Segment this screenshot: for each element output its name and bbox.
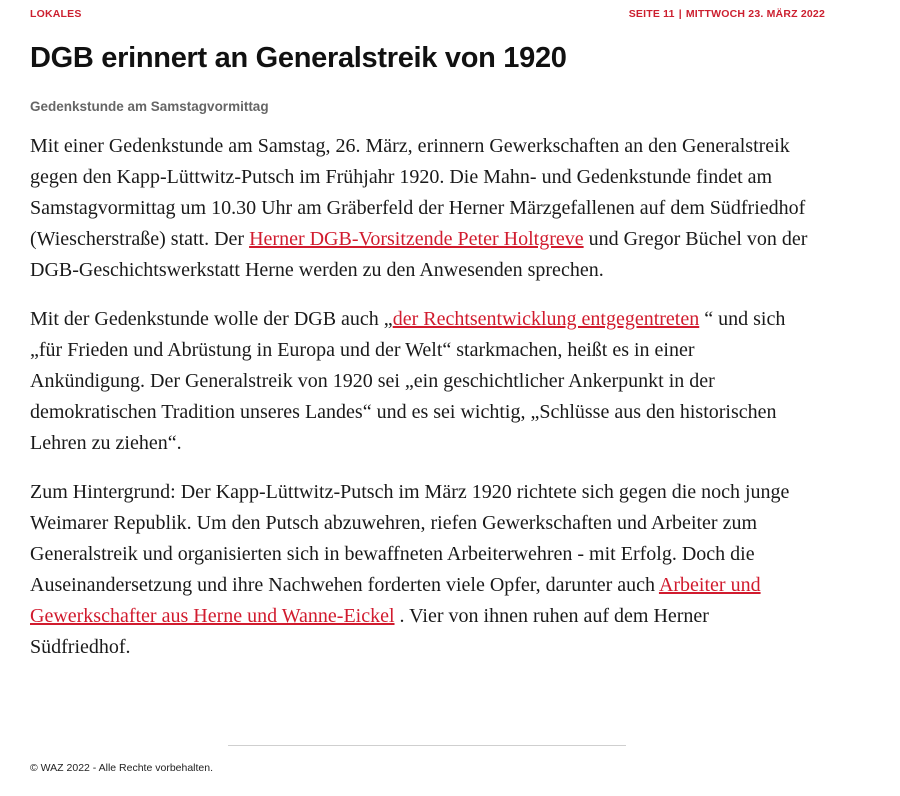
page-info (629, 8, 825, 20)
paragraph-text: “ und sich „für Frieden und Abrüstung in Europa und der Welt“ starkmachen, heißt es in einer Ankündigung. Der Generalstreik von 1920 sei „ein geschichtlicher Ankerpunkt in der demokratischen Tradition unseres Landes“ und es sei wichtig, „Schlüsse aus den historischen Lehren zu ziehen“. (30, 308, 786, 454)
paragraph-text: . Vier von ihnen ruhen auf dem Herner Südfriedhof. (30, 605, 709, 658)
paragraph-text: Mit der Gedenkstunde wolle der DGB auch „ (30, 308, 393, 330)
paragraph-text: Zum Hintergrund: Der Kapp-Lüttwitz-Putsch im März 1920 richtete sich gegen die noch junge Weimarer Republik. Um den Putsch abzuwehren, riefen Gewerkschaften und Arbeiter zum Generalstreik und organisierten sich in bewaffneten Arbeiterwehren - mit Erfolg. Doch die Auseinandersetzung und ihre Nachwehen forderten viele Opfer, darunter auch (30, 481, 790, 596)
section-label[interactable]: LOKALES (30, 8, 82, 20)
paragraph-text: Mit einer Gedenkstunde am Samstag, 26. März, erinnern Gewerkschaften an den Generalstreik gegen den Kapp-Lüttwitz-Putsch im Frühjahr 1920. Die Mahn- und Gedenkstunde findet am Samstagvormittag um 10.30 Uhr am Gräberfeld der Herner Märzgefallenen auf dem Südfriedhof (Wiescherstraße) statt. Der (30, 135, 806, 250)
link-rechtsentwicklung[interactable]: der Rechtsentwicklung entgegentreten (392, 308, 700, 330)
issue-date: MITTWOCH 23. MÄRZ 2022 (685, 8, 825, 20)
page-number: SEITE 11 (628, 8, 675, 20)
paragraph-1 (30, 131, 810, 286)
paragraph-3 (30, 477, 810, 663)
footer-divider (228, 745, 626, 746)
paragraph-2 (30, 304, 810, 459)
article-title: DGB erinnert an Generalstreik von 1920 (30, 42, 567, 74)
header-separator: | (678, 8, 682, 20)
link-arbeiter-gewerkschafter[interactable]: Arbeiter und Gewerkschafter aus Herne und Wanne-Eickel (30, 574, 761, 627)
link-dgb-vorsitzende[interactable]: Herner DGB-Vorsitzende Peter Holtgreve (249, 228, 584, 250)
copyright-notice: © WAZ 2022 - Alle Rechte vorbehalten. (30, 762, 214, 774)
article-body (30, 131, 810, 681)
paragraph-text: und Gregor Büchel von der DGB-Geschichtswerkstatt Herne werden zu den Anwesenden sprechen. (30, 228, 808, 281)
article-subtitle: Gedenkstunde am Samstagvormittag (30, 99, 269, 114)
